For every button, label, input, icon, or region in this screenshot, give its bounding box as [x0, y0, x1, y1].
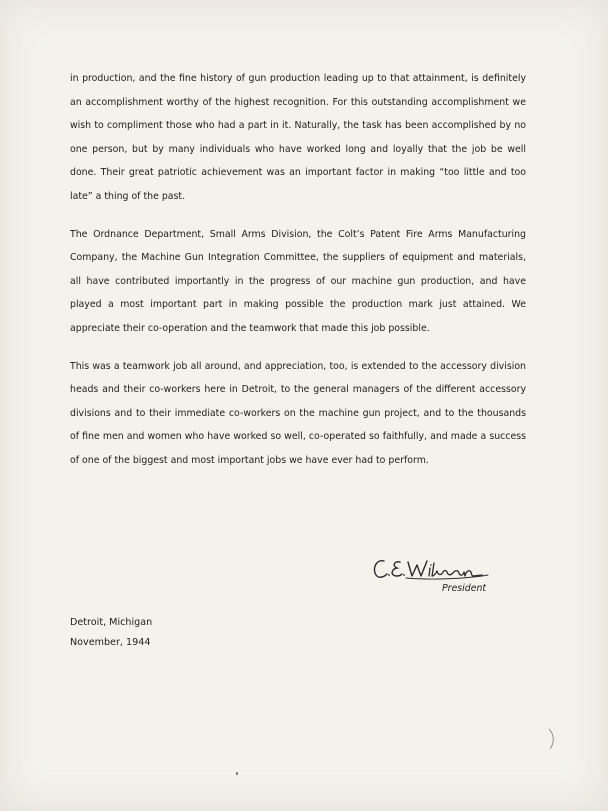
signer-title: President — [442, 583, 487, 594]
signature-block — [370, 553, 530, 603]
place: Detroit, Michigan — [70, 617, 153, 628]
place-date — [70, 613, 152, 652]
paragraph-2: The Ordnance Department, Small Arms Division, the Colt’s Patent Fire Arms Manufacturing Company, the Machine Gun Integration Committee, the suppliers of equipment and materials, all have contributed importantly in the progress of our machine gun production, and have played a most important part in making possible the production mark just attained. We appreciate their co-operation and the teamwork that made this job possible. — [70, 228, 526, 334]
page-curl-mark — [546, 728, 558, 750]
signature-image — [370, 553, 510, 583]
date: November, 1944 — [70, 636, 151, 648]
paper-speck — [236, 772, 238, 775]
paragraph-1: in production, and the fine history of gun production leading up to that attainment, is definitely an accomplishment worthy of the highest recognition. For this outstanding accomplishment we wish to compliment those who had a part in it. Naturally, the task has been accomplished by no one person, but by many individuals who have worked long and loyally that the job be well done. Their great patriotic achievement was an important factor in making “too little and too late” a thing of the past. — [70, 73, 526, 202]
letter-body — [70, 67, 526, 487]
paragraph-3: This was a teamwork job all around, and appreciation, too, is extended to the accessory division heads and their co-workers here in Detroit, to the general managers of the different accessory divisions and to their immediate co-workers on the machine gun project, and to the thousands of fine men and women who have worked so well, co-operated so faithfully, and made a success of one of the biggest and most important jobs we have ever had to perform. — [70, 360, 526, 466]
